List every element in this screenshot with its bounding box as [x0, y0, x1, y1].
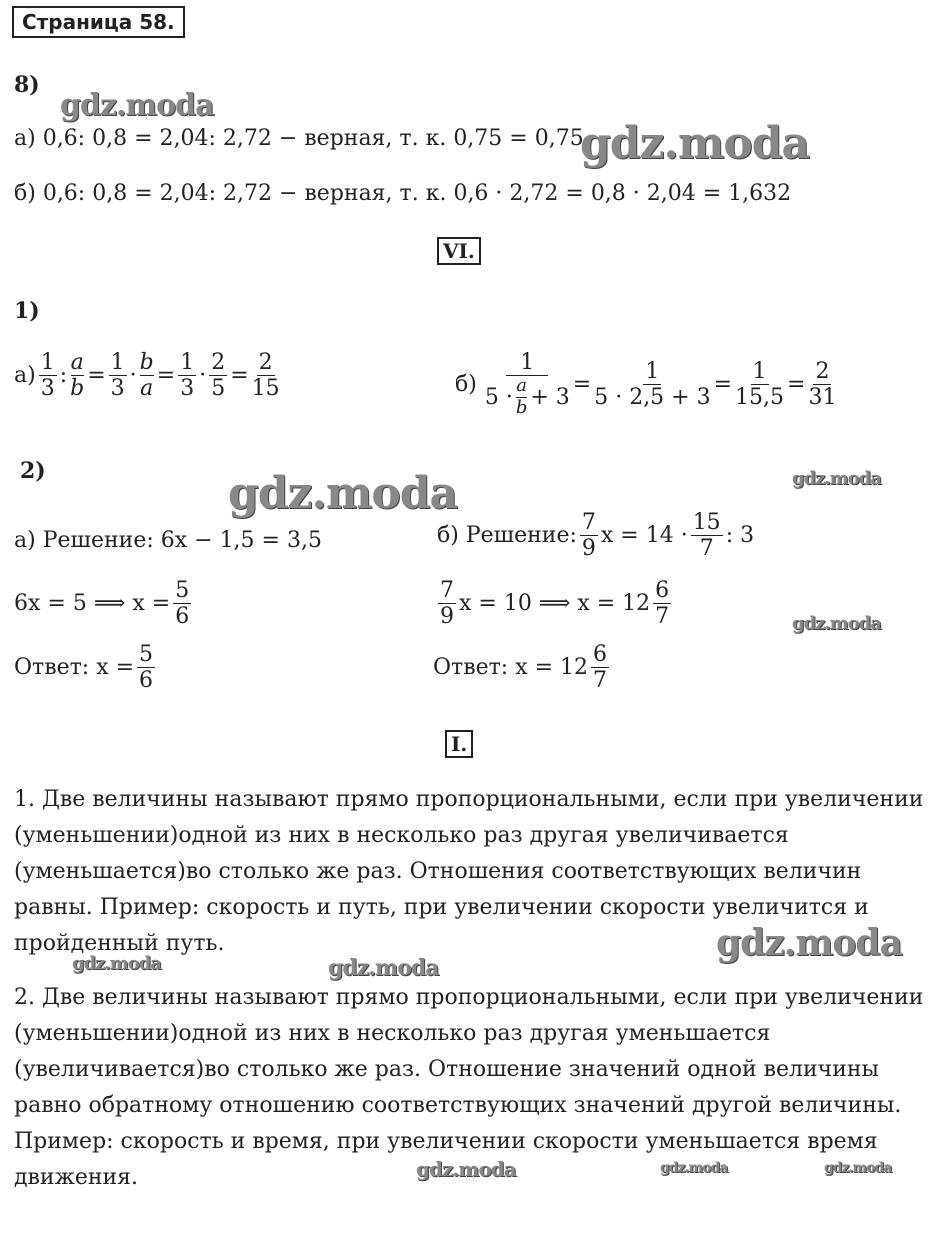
- fraction: $\frac{2}{31}$: [808, 358, 837, 410]
- paragraph-1: 1. Две величины называют прямо пропорциональными, если при увеличении (уменьшении)одной из них в несколько раз другая увеличивается (уменьшается)во столько же раз. Отношения соответствующих величин равны. Пример: скорость и путь, при увеличении скорости увеличится и пройденный путь.: [14, 787, 924, 956]
- fraction: $\frac{1}{3}$: [180, 350, 195, 402]
- paragraph-2: 2. Две величины называют прямо пропорциональными, если при увеличении (уменьшении)одной из них в несколько раз другая уменьшается (увеличивается)во столько же раз. Отношение значений одной величины равно обратному отношению соответствующих значений другой величины. Пример: скорость и время, при увеличении скорости уменьшается время движения.: [14, 985, 924, 1190]
- watermark: gdz.moda: [60, 88, 214, 123]
- watermark: gdz.moda: [824, 1160, 892, 1176]
- fraction: $\frac{1}{3}$: [110, 350, 125, 402]
- fraction: $\frac{1}{5 \cdot 2,5 + 3}$: [594, 358, 711, 410]
- prefix: а): [14, 363, 36, 389]
- fraction: $\frac{2}{5}$: [211, 350, 226, 402]
- fraction: $\frac{1}{15,5}$: [735, 358, 785, 410]
- task2-b-line1: б) Решение: 7 9 x = 14 · 15 7 : 3: [437, 510, 755, 562]
- task8-a: а) 0,6: 0,8 = 2,04: 2,72 − верная, т. к. 0,75 = 0,75: [14, 126, 584, 151]
- watermark: gdz.moda: [792, 613, 881, 634]
- watermark: gdz.moda: [580, 118, 810, 169]
- watermark: gdz.moda: [228, 468, 458, 519]
- watermark: gdz.moda: [716, 922, 902, 964]
- task2-label: 2): [20, 458, 46, 484]
- fraction: $\frac{b}{a}$: [139, 350, 154, 402]
- task1-a: а) 1 3 : $\frac{a}{b}$ = $\frac{1}{3}$ · $\frac{b}{a}$ = $\frac{1}{3}$ · $\frac{2}{5}$ = $\frac{2}{15}$: [14, 350, 280, 402]
- task8-b: б) 0,6: 0,8 = 2,04: 2,72 − верная, т. к. 0,6 · 2,72 = 0,8 · 2,04 = 1,632: [14, 181, 792, 206]
- fraction: 1 5 · a b + 3: [484, 350, 570, 418]
- fraction: $\frac{2}{15}$: [251, 350, 280, 402]
- task2-a-answer: Ответ: x = $\frac{5}{6}$: [14, 642, 154, 694]
- task2-b-answer: Ответ: x = 12 6 7: [433, 642, 608, 694]
- watermark: gdz.moda: [72, 953, 161, 974]
- task1-b: б) 1 5 · a b + 3 = $\frac{1}{5 \cdot 2,5 + 3}$ = $\frac{1}{15,5}$ = $\frac{2}{31}$: [455, 350, 837, 418]
- fraction: 1 3: [40, 350, 55, 402]
- section-vi: VI.: [437, 237, 481, 265]
- fraction: $\frac{a}{b}$: [70, 350, 85, 402]
- task1-label: 1): [14, 298, 40, 324]
- watermark: gdz.moda: [792, 468, 881, 489]
- task2-a-line2: 6x = 5 ⟹ x = $\frac{5}{6}$: [14, 578, 190, 630]
- task2-b-line2: 7 9 x = 10 ⟹ x = 12 6 7: [440, 578, 670, 630]
- section-i: I.: [445, 730, 473, 758]
- task2-a-line1: а) Решение: 6x − 1,5 = 3,5: [14, 528, 322, 553]
- watermark: gdz.moda: [328, 955, 439, 981]
- task8-label: 8): [14, 72, 40, 98]
- watermark: gdz.moda: [416, 1157, 516, 1181]
- watermark: gdz.moda: [660, 1160, 728, 1176]
- page-header: Страница 58.: [12, 6, 185, 38]
